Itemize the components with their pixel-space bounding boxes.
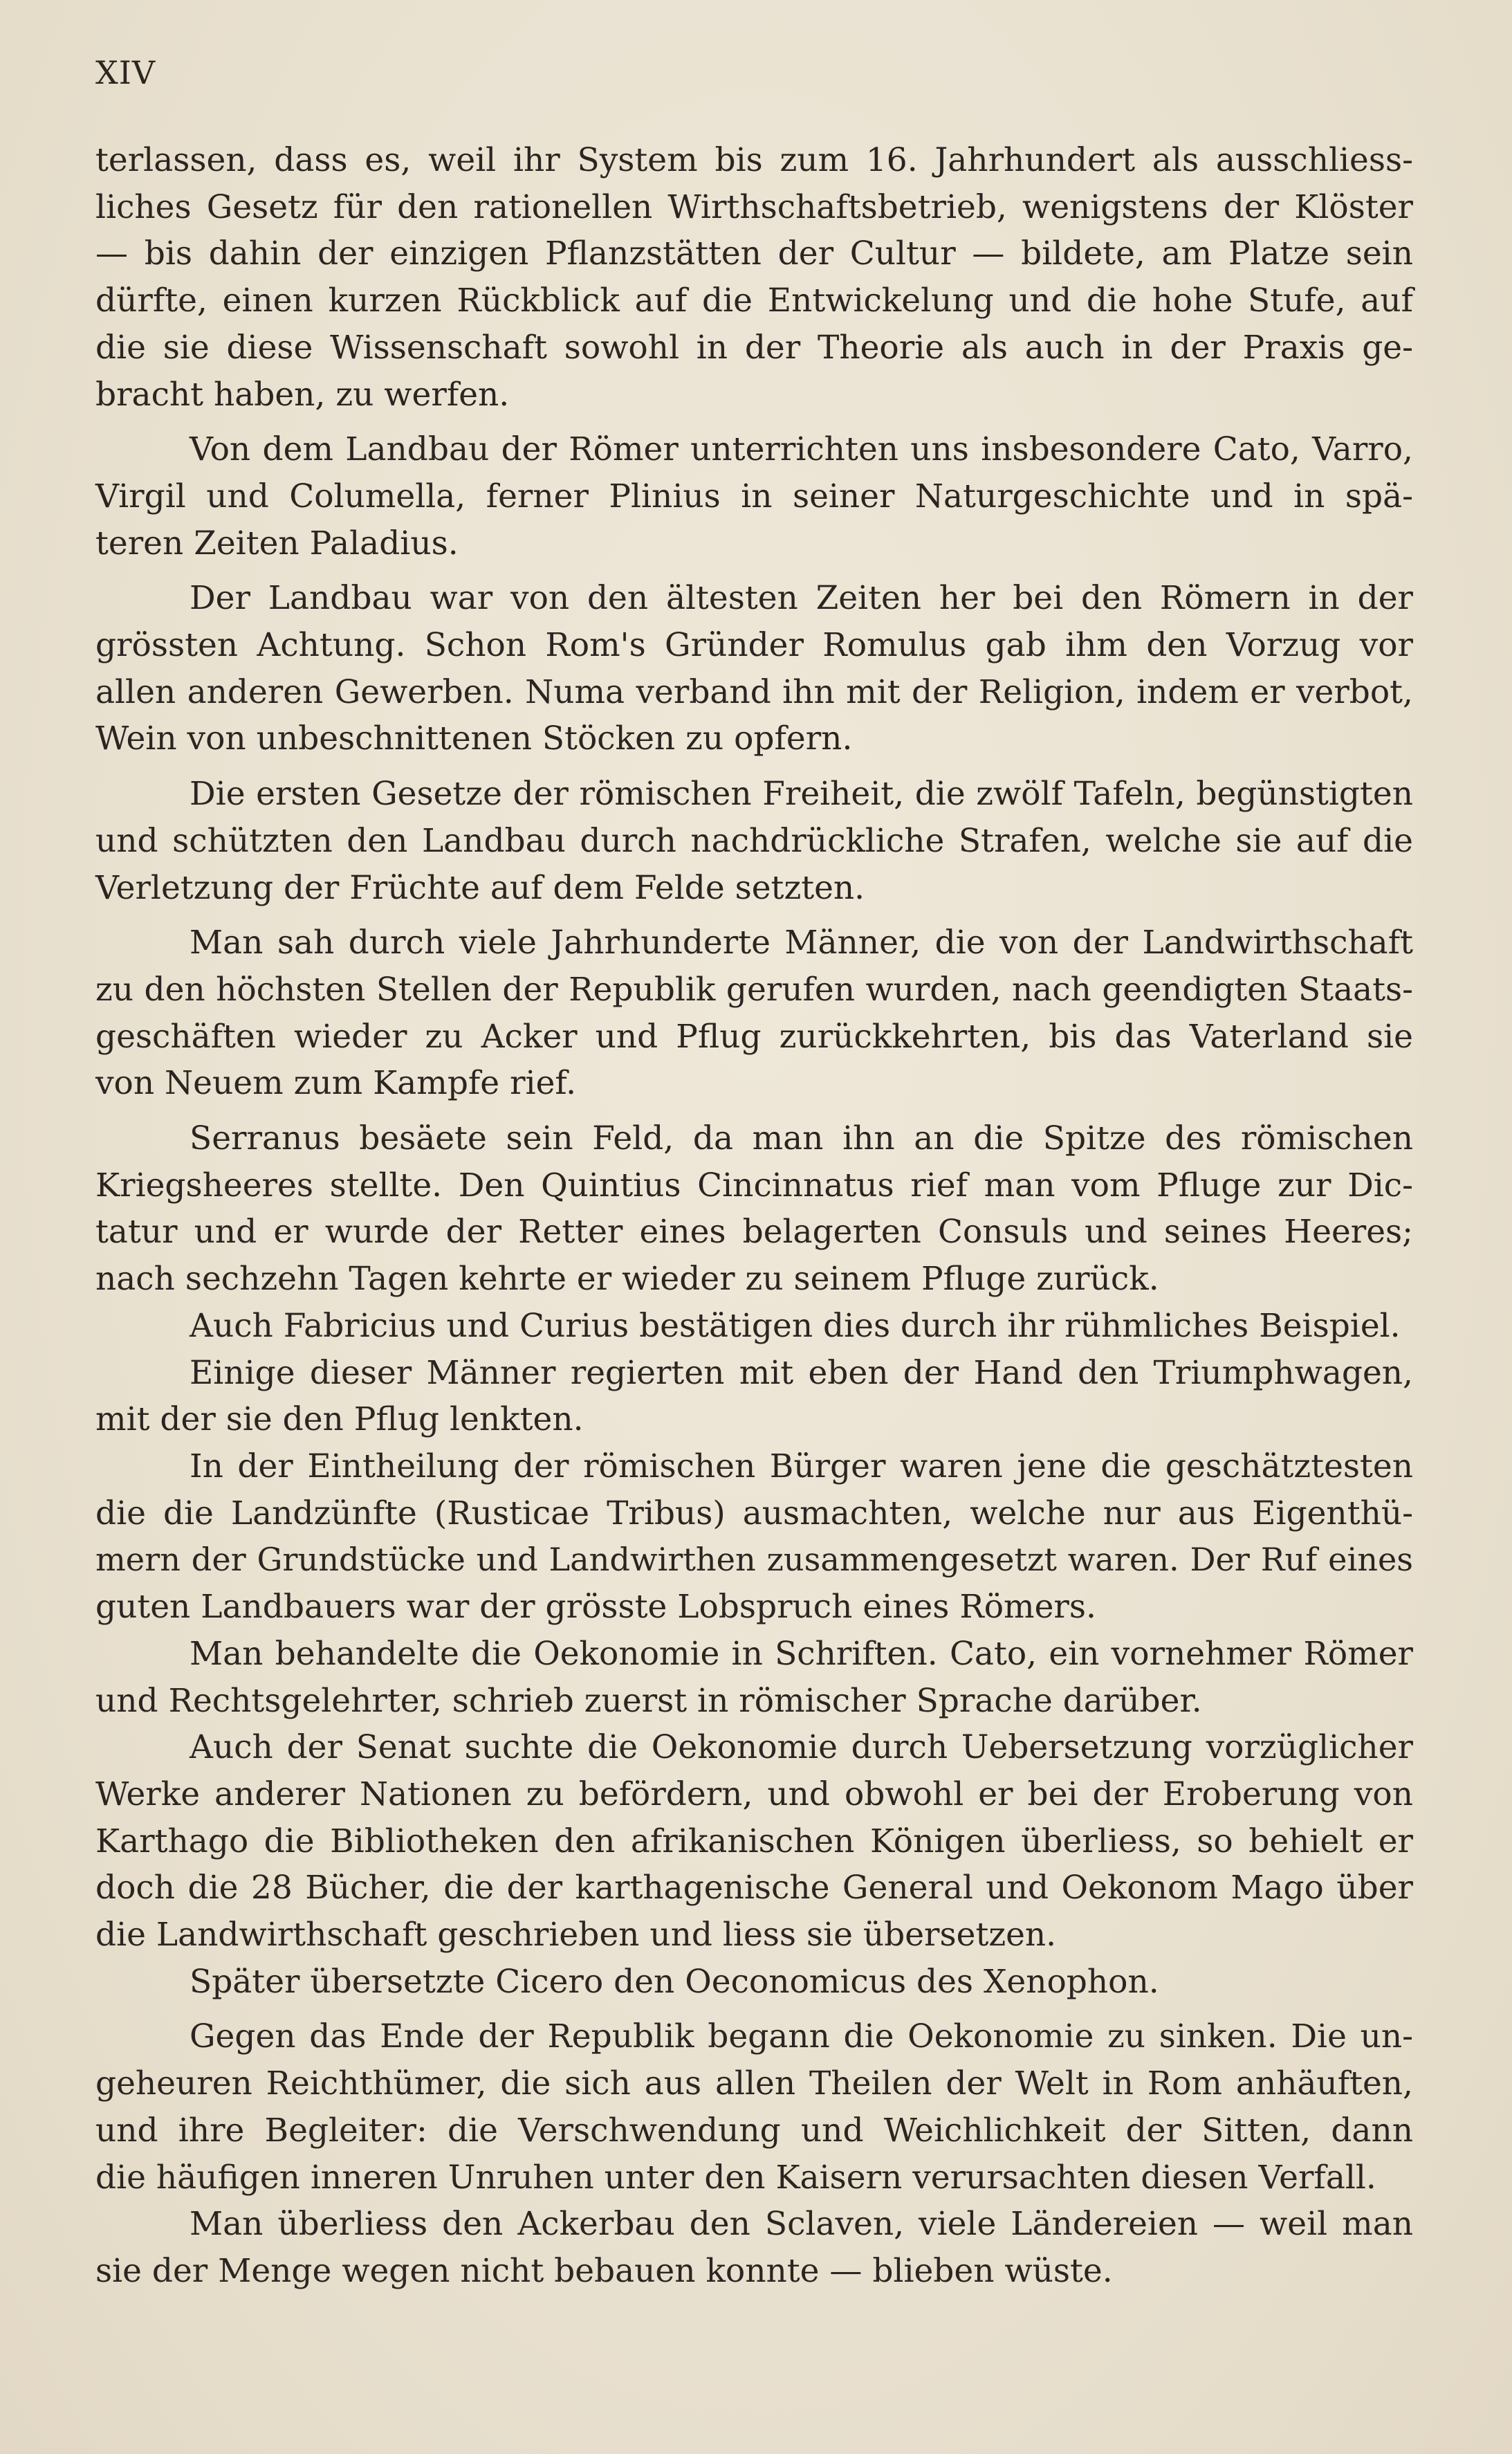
text-line: geschäften wieder zu Acker und Pflug zurückkehrten, bis das Vaterland sie	[95, 1017, 1413, 1056]
text-line: In der Eintheilung der römischen Bürger waren jene die geschätztesten	[190, 1447, 1413, 1485]
paragraph	[95, 575, 1413, 762]
text-line: terlassen, dass es, weil ihr System bis zum 16. Jahrhundert als ausschliess-	[95, 141, 1413, 179]
text-line: Virgil und Columella, ferner Plinius in seiner Naturgeschichte und in spä-	[95, 477, 1413, 515]
text-line: Serranus besäete sein Feld, da man ihn an die Spitze des römischen	[190, 1119, 1413, 1158]
paragraph	[95, 2201, 1413, 2294]
paragraph	[95, 137, 1413, 418]
text-line: mern der Grundstücke und Landwirthen zusammengesetzt waren. Der Ruf eines	[95, 1541, 1413, 1579]
text-line: zu den höchsten Stellen der Republik gerufen wurden, nach geendigten Staats-	[95, 970, 1413, 1009]
text-line: tatur und er wurde der Retter eines belagerten Consuls und seines Heeres;	[95, 1213, 1413, 1252]
paragraph	[95, 771, 1413, 911]
text-line: Auch Fabricius und Curius bestätigen dies durch ihr rühmliches Beispiel.	[190, 1306, 1401, 1345]
text-line: Von dem Landbau der Römer unterrichten uns insbesondere Cato, Varro,	[190, 430, 1413, 469]
text-line: die sie diese Wissenschaft sowohl in der Theorie als auch in der Praxis ge-	[95, 328, 1413, 367]
text-line: Wein von unbeschnittenen Stöcken zu opfern.	[95, 720, 853, 758]
paragraph	[95, 1350, 1413, 1443]
text-line: Kriegsheeres stellte. Den Quintius Cincinnatus rief man vom Pfluge zur Dic-	[95, 1166, 1413, 1205]
text-line: Werke anderer Nationen zu befördern, und obwohl er bei der Eroberung von	[95, 1775, 1413, 1813]
text-line: nach sechzehn Tagen kehrte er wieder zu seinem Pfluge zurück.	[95, 1260, 1159, 1299]
text-line: und Rechtsgelehrter, schrieb zuerst in römischer Sprache darüber.	[95, 1681, 1202, 1720]
paragraph	[95, 1303, 1413, 1350]
text-line: Einige dieser Männer regierten mit eben der Hand den Triumphwagen,	[190, 1353, 1413, 1392]
text-line: bracht haben, zu werfen.	[95, 375, 510, 414]
text-line: Der Landbau war von den ältesten Zeiten her bei den Römern in der	[190, 579, 1413, 618]
text-line: und ihre Begleiter: die Verschwendung und Weichlichkeit der Sitten, dann	[95, 2111, 1413, 2150]
text-line: Später übersetzte Cicero den Oeconomicus des Xenophon.	[190, 1962, 1159, 2001]
text-line: mit der sie den Pflug lenkten.	[95, 1400, 584, 1439]
paragraph	[95, 2013, 1413, 2201]
paragraph	[95, 1724, 1413, 1959]
text-line: die häufigen inneren Unruhen unter den Kaisern verursachten diesen Verfall.	[95, 2158, 1376, 2197]
paragraph	[95, 1443, 1413, 1631]
text-line: grössten Achtung. Schon Rom's Gründer Romulus gab ihm den Vorzug vor	[95, 626, 1413, 665]
text-line: geheuren Reichthümer, die sich aus allen Theilen der Welt in Rom anhäuften,	[95, 2064, 1413, 2103]
text-line: Man sah durch viele Jahrhunderte Männer, die von der Landwirthschaft	[190, 924, 1413, 962]
text-line: liches Gesetz für den rationellen Wirthschaftsbetrieb, wenigstens der Klöster	[95, 187, 1413, 226]
text-line: guten Landbauers war der grösste Lobspruch eines Römers.	[95, 1588, 1096, 1627]
text-line: — bis dahin der einzigen Pflanzstätten der Cultur — bildete, am Platze sein	[95, 235, 1413, 273]
text-line: Die ersten Gesetze der römischen Freiheit, die zwölf Tafeln, begünstigten	[190, 775, 1413, 814]
text-line: Man überliess den Ackerbau den Sclaven, viele Ländereien — weil man	[190, 2205, 1413, 2244]
text-line: doch die 28 Bücher, die der karthagenische General und Oekonom Mago über	[95, 1869, 1413, 1907]
paragraph	[95, 919, 1413, 1107]
text-line: die Landwirthschaft geschrieben und liess sie übersetzen.	[95, 1916, 1057, 1954]
text-line: Auch der Senat suchte die Oekonomie durch Uebersetzung vorzüglicher	[190, 1728, 1413, 1767]
text-line: von Neuem zum Kampfe rief.	[95, 1064, 577, 1103]
text-line: Karthago die Bibliotheken den afrikanischen Königen überliess, so behielt er	[95, 1822, 1413, 1860]
text-line: Man behandelte die Oekonomie in Schriften. Cato, ein vornehmer Römer	[190, 1634, 1413, 1673]
paragraph	[95, 426, 1413, 567]
text-line: teren Zeiten Paladius.	[95, 524, 459, 562]
paragraph	[95, 1631, 1413, 1724]
paragraph	[95, 1115, 1413, 1303]
text-line: allen anderen Gewerben. Numa verband ihn mit der Religion, indem er verbot,	[95, 672, 1413, 711]
text-line: die die Landzünfte (Rusticae Tribus) ausmachten, welche nur aus Eigenthü-	[95, 1494, 1413, 1532]
text-line: Gegen das Ende der Republik begann die Oekonomie zu sinken. Die un-	[190, 2017, 1413, 2056]
text-line: dürfte, einen kurzen Rückblick auf die Entwickelung und die hohe Stufe, auf	[95, 282, 1413, 320]
text-line: und schützten den Landbau durch nachdrückliche Strafen, welche sie auf die	[95, 821, 1413, 860]
page-number: XIV	[95, 54, 156, 91]
body-text	[95, 137, 1413, 2303]
text-line: Verletzung der Früchte auf dem Felde setzten.	[95, 868, 865, 907]
text-line: sie der Menge wegen nicht bebauen konnte — blieben wüste.	[95, 2251, 1113, 2290]
paragraph	[95, 1959, 1413, 2006]
